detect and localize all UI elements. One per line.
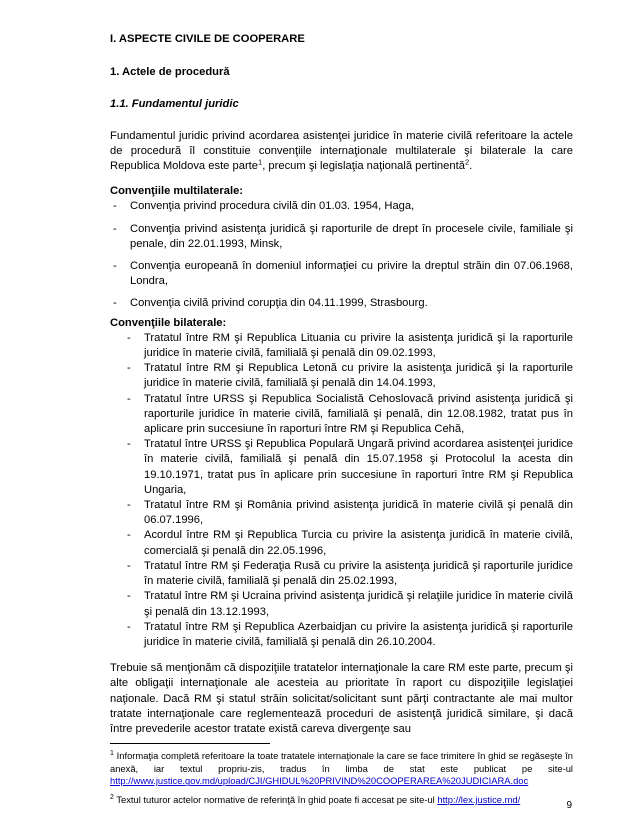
intro-text-3: . — [469, 160, 473, 173]
footnote-number: 1 — [110, 750, 114, 757]
closing-paragraph: Trebuie să menţionăm că dispoziţiile tratatelor internaţionale la care RM este parte, precum şi alte obligaţii internaţionale ale acesteia au prioritate în raport cu dispoziţiile legislaţiei naţionale. Dacă RM şi statul străin solicitat/solicitant sunt părţi contractante ale mai multor tratate internaţionale care reglementează proceduri de asistenţă juridică similare, şi dacă între prevederile acestor tratate există careva divergenţe sau — [110, 662, 573, 735]
list-item: - Convenţia europeană în domeniul informaţiei cu privire la dreptul străin din 07.06.1968, Londra, — [110, 259, 573, 289]
bilateral-heading: Convenţiile bilaterale: — [110, 316, 227, 329]
list-item: - Acordul între RM şi Republica Turcia cu privire la asistenţa juridică în materie civilă, comercială şi penală din 22.05.1996, — [124, 528, 573, 558]
footnote-link[interactable]: http://www.justice.gov.md/upload/CJI/GHIDUL%20PRIVIND%20COOPERAREA%20JUDICIARA.doc — [110, 775, 529, 787]
subsection-title: 1. Actele de procedură — [110, 66, 230, 79]
list-item: - Tratatul între RM şi Federaţia Rusă cu privire la asistenţa juridică şi raporturile juridice în materie civilă, familială şi penală din 25.02.1993, — [124, 559, 573, 589]
page-number: 9 — [566, 800, 572, 811]
multilateral-heading: Convenţiile multilaterale: — [110, 185, 244, 198]
footnote-ref-1[interactable]: 1 — [258, 157, 263, 167]
bilateral-list — [110, 331, 573, 650]
list-item: - Tratatul între RM şi Republica Letonă cu privire la asistenţa juridică şi la raporturile juridice în materie civilă, familială şi penală din 14.04.1993, — [124, 361, 573, 391]
footnote-ref-2[interactable]: 2 — [464, 157, 470, 167]
list-item: - Convenţia privind asistenţa juridică şi raporturile de drept în procesele civile, familiale şi penale, din 22.01.1993, Minsk, — [110, 222, 573, 252]
footnote-number: 2 — [110, 793, 114, 801]
footnote-text: Textul tuturor actelor normative de referinţă în ghid poate fi accesat pe site-ul — [116, 793, 438, 805]
list-item: - Tratatul între URSS şi Republica Populară Ungară privind acordarea asistenţei juridice în materie civilă, familială şi penală din 15.07.1958 şi Protocolul la acesta din 19.10.1971, tratat pus în aplicare prin succesiune în raporturi între RM şi Republica Ungaria, — [124, 437, 573, 498]
section-title: I. ASPECTE CIVILE DE COOPERARE — [110, 33, 305, 45]
intro-text-2: , precum şi legislaţia naţională pertinentă — [262, 160, 465, 173]
subsubsection-title: 1.1. Fundamentul juridic — [110, 98, 239, 111]
list-item: - Tratatul între RM şi Republica Azerbaidjan cu privire la asistenţa juridică şi raporturile juridice în materie civilă, familială şi penală din 26.10.2004. — [124, 620, 573, 650]
document-page — [110, 32, 573, 807]
intro-paragraph — [110, 129, 573, 175]
footnote-text: Informaţia completă referitoare la toate tratatele internaţionale la care se face trimitere în ghid se regăseşte în anexă, iar textul propriu-zis, tradus în limba de stat este publicat pe site-ul — [110, 750, 573, 774]
list-item: - Convenţia civilă privind corupţia din 04.11.1999, Strasbourg. — [110, 296, 573, 311]
list-item: - Tratatul între URSS şi Republica Socialistă Cehoslovacă privind asistenţa juridică şi raporturile juridice în materie civilă, familială şi penală, din 12.08.1982, tratat pus în aplicare prin succesiune în raporturi între RM şi Republica Cehă, — [124, 392, 573, 438]
list-item: - Convenţia privind procedura civilă din 01.03. 1954, Haga, — [110, 199, 573, 214]
list-item: - Tratatul între RM şi Ucraina privind asistenţa juridică şi relaţiile juridice în materie civilă şi penală din 13.12.1993, — [124, 589, 573, 619]
footnote-link[interactable]: http://lex.justice.md/ — [437, 793, 521, 805]
multilateral-list — [110, 199, 573, 311]
intro-text-1: Fundamentul juridic privind acordarea asistenţei juridice în materie civilă referitoare la actele de procedură îl constituie convenţiile internaţionale multilaterale şi bilaterale la care Republica Moldova este parte — [110, 129, 573, 173]
footnote-1 — [110, 750, 573, 788]
footnote-2 — [110, 794, 573, 807]
list-item: - Tratatul între RM şi Republica Lituania cu privire la asistenţa juridică şi la raporturile juridice în materie civilă, familială şi penală din 09.02.1993, — [124, 331, 573, 361]
list-item: - Tratatul între RM şi România privind asistenţa juridică în materie civilă şi penală din 06.07.1996, — [124, 498, 573, 528]
footnote-divider — [110, 743, 270, 744]
